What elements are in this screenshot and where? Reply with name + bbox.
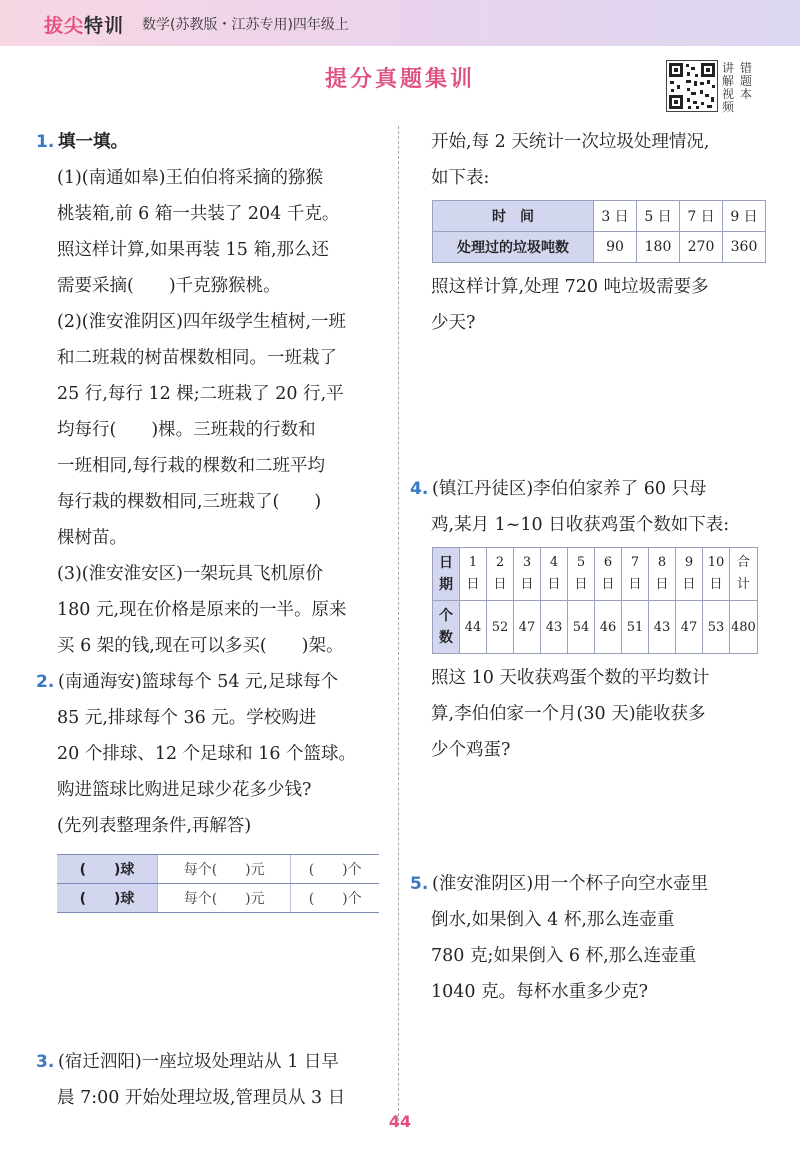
q3-line: 开始,每 2 天统计一次垃圾处理情况, bbox=[431, 132, 710, 152]
q4-question-line: 算,李伯伯家一个月(30 天)能收获多 bbox=[431, 704, 706, 724]
q5-line: 1040 克。每杯水重多少克? bbox=[431, 982, 648, 1002]
table-cell: 54 bbox=[568, 601, 595, 654]
table-cell: 46 bbox=[595, 601, 622, 654]
q4-question-line: 照这 10 天收获鸡蛋个数的平均数计 bbox=[431, 668, 710, 688]
table-cell[interactable]: 每个( )元 bbox=[158, 855, 291, 884]
q1-p2-line: 每行栽的棵数相同,三班栽了( ) bbox=[57, 492, 322, 512]
table-cell[interactable]: ( )球 bbox=[57, 884, 158, 913]
q1-p3-line: 180 元,现在价格是原来的一半。原来 bbox=[57, 600, 347, 620]
page-number: 44 bbox=[388, 1112, 412, 1131]
q1-p2-line: 棵树苗。 bbox=[57, 528, 127, 548]
q1-p1-line: 照这样计算,如果再装 15 箱,那么还 bbox=[57, 240, 330, 260]
q3-line: 如下表: bbox=[431, 168, 490, 188]
q3-line: 晨 7:00 开始处理垃圾,管理员从 3 日 bbox=[57, 1088, 346, 1108]
q1-p1-line: (1)(南通如皋)王伯伯将采摘的猕猴 bbox=[57, 168, 323, 188]
qr-label-mistakes: 错题本 bbox=[740, 61, 753, 101]
table-cell: 3 日 bbox=[514, 548, 541, 601]
table-cell: 43 bbox=[649, 601, 676, 654]
q5-line: 780 克;如果倒入 6 杯,那么连壶重 bbox=[431, 946, 697, 966]
table-cell: 3 日 bbox=[594, 201, 637, 232]
table-row bbox=[57, 855, 379, 884]
table-cell: 6 日 bbox=[595, 548, 622, 601]
q2-line: 20 个排球、12 个足球和 16 个篮球。 bbox=[57, 744, 357, 764]
table-header: 时 间 bbox=[433, 201, 594, 232]
table-cell: 7 日 bbox=[680, 201, 723, 232]
table-cell[interactable]: ( )个 bbox=[291, 855, 379, 884]
table-cell: 43 bbox=[541, 601, 568, 654]
table-cell: 360 bbox=[723, 232, 766, 263]
left-column bbox=[36, 124, 386, 913]
table-cell: 8 日 bbox=[649, 548, 676, 601]
table-header: 日 期 bbox=[433, 548, 460, 601]
q1-p1-line: 需要采摘( )千克猕猴桃。 bbox=[57, 276, 281, 296]
brand-logo: 拔尖特训 bbox=[44, 15, 125, 37]
table-cell: 270 bbox=[680, 232, 723, 263]
q2-line: 购进篮球比购进足球少花多少钱? bbox=[57, 780, 312, 800]
table-cell: 合 计 bbox=[730, 548, 758, 601]
table-cell: 47 bbox=[514, 601, 541, 654]
table-row bbox=[57, 884, 379, 913]
column-divider bbox=[398, 126, 399, 1126]
q4-number: 4. bbox=[410, 479, 429, 499]
table-cell: 4 日 bbox=[541, 548, 568, 601]
header-band bbox=[0, 0, 800, 46]
table-row bbox=[433, 601, 758, 654]
table-cell: 10 日 bbox=[703, 548, 730, 601]
table-cell: 44 bbox=[460, 601, 487, 654]
q5-line: 5. (淮安淮阴区)用一个杯子向空水壶里 bbox=[410, 866, 770, 902]
table-header: 处理过的垃圾吨数 bbox=[433, 232, 594, 263]
q1-p2-line: 均每行( )棵。三班栽的行数和 bbox=[57, 420, 316, 440]
q3-question-line: 照这样计算,处理 720 吨垃圾需要多 bbox=[431, 277, 709, 297]
table-cell: 47 bbox=[676, 601, 703, 654]
q4-line: 4. (镇江丹徒区)李伯伯家养了 60 只母 bbox=[410, 471, 770, 507]
q1-p3-line: (3)(淮安淮安区)一架玩具飞机原价 bbox=[57, 564, 323, 584]
table-row bbox=[433, 201, 766, 232]
table-header: 个 数 bbox=[433, 601, 460, 654]
qr-code-icon[interactable] bbox=[666, 60, 718, 112]
q1-number: 1. bbox=[36, 132, 55, 152]
subject-label: 数学(苏教版・江苏专用)四年级上 bbox=[142, 17, 349, 33]
table-row bbox=[433, 232, 766, 263]
table-cell: 7 日 bbox=[622, 548, 649, 601]
q2-line: 85 元,排球每个 36 元。学校购进 bbox=[57, 708, 317, 728]
q1-p1-line: 桃装箱,前 6 箱一共装了 204 千克。 bbox=[57, 204, 340, 224]
q4-eggs-table bbox=[432, 547, 758, 654]
table-row bbox=[433, 548, 758, 601]
qr-label-video: 讲解视频 bbox=[722, 61, 735, 114]
q1-p3-line: 买 6 架的钱,现在可以多买( )架。 bbox=[57, 636, 344, 656]
q2-line: (先列表整理条件,再解答) bbox=[57, 816, 252, 836]
q3-garbage-table bbox=[432, 200, 766, 263]
table-cell: 2 日 bbox=[487, 548, 514, 601]
q2-line: 2. (南通海安)篮球每个 54 元,足球每个 bbox=[36, 664, 386, 700]
q3-block bbox=[36, 1044, 386, 1116]
page-title: 提分真题集训 bbox=[324, 67, 475, 92]
table-cell[interactable]: ( )球 bbox=[57, 855, 158, 884]
q5-line: 倒水,如果倒入 4 杯,那么连壶重 bbox=[431, 910, 675, 930]
table-cell[interactable]: 每个( )元 bbox=[158, 884, 291, 913]
table-cell: 5 日 bbox=[637, 201, 680, 232]
q1-p2-line: (2)(淮安淮阴区)四年级学生植树,一班 bbox=[57, 312, 347, 332]
table-cell: 480 bbox=[730, 601, 758, 654]
table-cell[interactable]: ( )个 bbox=[291, 884, 379, 913]
table-cell: 51 bbox=[622, 601, 649, 654]
q1-heading: 1. 填一填。 bbox=[36, 124, 386, 160]
q2-number: 2. bbox=[36, 672, 55, 692]
q4-line: 鸡,某月 1~10 日收获鸡蛋个数如下表: bbox=[431, 515, 730, 535]
right-column bbox=[410, 124, 770, 1010]
table-cell: 9 日 bbox=[723, 201, 766, 232]
q3-number: 3. bbox=[36, 1052, 55, 1072]
q3-question-line: 少天? bbox=[431, 313, 476, 333]
q1-p2-line: 25 行,每行 12 棵;二班栽了 20 行,平 bbox=[57, 384, 344, 404]
q3-line: 3. (宿迁泗阳)一座垃圾处理站从 1 日早 bbox=[36, 1044, 386, 1080]
q2-condition-table bbox=[57, 854, 379, 913]
table-cell: 9 日 bbox=[676, 548, 703, 601]
q1-p2-line: 和二班栽的树苗棵数相同。一班栽了 bbox=[57, 348, 337, 368]
table-cell: 52 bbox=[487, 601, 514, 654]
table-cell: 5 日 bbox=[568, 548, 595, 601]
q4-question-line: 少个鸡蛋? bbox=[431, 740, 511, 760]
table-cell: 53 bbox=[703, 601, 730, 654]
q5-number: 5. bbox=[410, 874, 429, 894]
table-cell: 180 bbox=[637, 232, 680, 263]
table-cell: 1 日 bbox=[460, 548, 487, 601]
table-cell: 90 bbox=[594, 232, 637, 263]
q1-p2-line: 一班相同,每行栽的棵数和二班平均 bbox=[57, 456, 326, 476]
